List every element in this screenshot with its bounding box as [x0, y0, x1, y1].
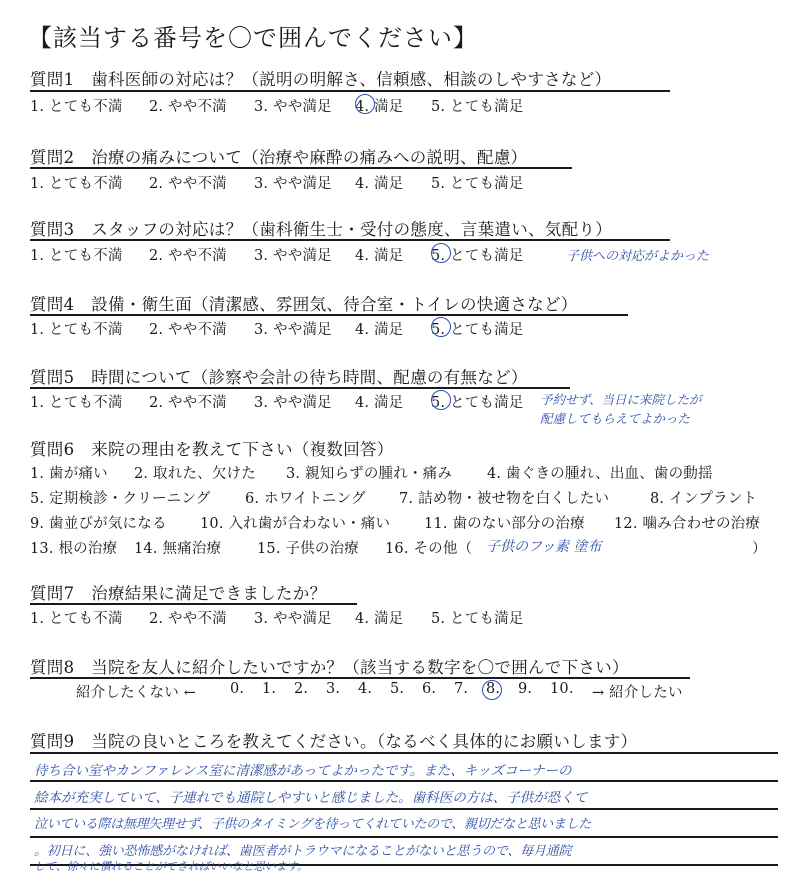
q7-option-1[interactable]: 1. とても不満: [30, 611, 123, 627]
q1-title: 質問1 歯科医師の対応は？（説明の明解さ、信頼感、相談のしやすさなど）: [30, 70, 612, 89]
q2-underline: [30, 167, 572, 169]
q7-title: 質問7 治療結果に満足できましたか？: [30, 584, 327, 603]
q5-option-1[interactable]: 1. とても不満: [30, 395, 123, 411]
form-header: 【該当する番号を〇で囲んでください】: [28, 24, 478, 52]
q6-option-16[interactable]: 16. その他（: [385, 541, 473, 557]
q9-title: 質問9 当院の良いところを教えてください。（なるべく具体的にお願いします）: [30, 732, 638, 751]
q7-option-5[interactable]: 5. とても満足: [431, 611, 524, 627]
q8-scale-1[interactable]: 1.: [262, 681, 277, 697]
q3-selection-circle: [431, 243, 451, 263]
q8-title: 質問8 当院を友人に紹介したいですか？（該当する数字を〇で囲んで下さい）: [30, 658, 629, 677]
q7-underline: [30, 603, 357, 605]
q6-other-close-paren: ）: [752, 541, 767, 557]
q6-option-5[interactable]: 5. 定期検診・クリーニング: [30, 491, 211, 507]
q8-scale-6[interactable]: 6.: [422, 681, 437, 697]
q8-scale-3[interactable]: 3.: [326, 681, 341, 697]
q6-other-text: 子供のフッ素 塗布: [486, 539, 602, 555]
q1-option-2[interactable]: 2. やや不満: [149, 99, 227, 115]
q3-option-1[interactable]: 1. とても不満: [30, 248, 123, 264]
q4-option-1[interactable]: 1. とても不満: [30, 322, 123, 338]
q6-option-2[interactable]: 2. 取れた、欠けた: [134, 466, 256, 482]
q6-option-8[interactable]: 8. インプラント: [650, 491, 758, 507]
q2-option-2[interactable]: 2. やや不満: [149, 176, 227, 192]
q4-option-5[interactable]: 5. とても満足: [431, 322, 524, 338]
q5-option-2[interactable]: 2. やや不満: [149, 395, 227, 411]
q5-option-3[interactable]: 3. やや満足: [254, 395, 332, 411]
q5-title: 質問5 時間について（診察や会計の待ち時間、配慮の有無など）: [30, 368, 528, 387]
q6-row-3: [0, 512, 800, 532]
q3-comment: 子供への対応がよかった: [566, 249, 710, 264]
q6-title: 質問6 来院の理由を教えて下さい（複数回答）: [30, 440, 394, 459]
q7-option-2[interactable]: 2. やや不満: [149, 611, 227, 627]
q8-scale-7[interactable]: 7.: [454, 681, 469, 697]
q8-scale-5[interactable]: 5.: [390, 681, 405, 697]
q1-underline: [30, 90, 670, 92]
q6-option-10[interactable]: 10. 入れ歯が合わない・痛い: [200, 516, 391, 532]
q2-title: 質問2 治療の痛みについて（治療や麻酔の痛みへの説明、配慮）: [30, 148, 528, 167]
q8-selection-circle: [482, 680, 502, 700]
q8-scale-4[interactable]: 4.: [358, 681, 373, 697]
q1-option-1[interactable]: 1. とても不満: [30, 99, 123, 115]
q6-option-6[interactable]: 6. ホワイトニング: [245, 491, 366, 507]
q3-title: 質問3 スタッフの対応は？（歯科衛生士・受付の態度、言葉遣い、気配り）: [30, 220, 612, 239]
q4-title: 質問4 設備・衛生面（清潔感、雰囲気、待合室・トイレの快適さなど）: [30, 295, 578, 314]
q1-options: [0, 95, 800, 115]
q9-answer-line-2: [30, 780, 778, 782]
q3-option-3[interactable]: 3. やや満足: [254, 248, 332, 264]
q6-option-13[interactable]: 13. 根の治療: [30, 541, 118, 557]
q9-answer-text-4: 。初日に、強い恐怖感がなければ、歯医者がトラウマになることがないと思うので、毎月通院: [34, 844, 572, 859]
q6-option-12[interactable]: 12. 噛み合わせの治療: [614, 516, 761, 532]
q5-option-5[interactable]: 5. とても満足: [431, 395, 524, 411]
q4-option-4[interactable]: 4. 満足: [355, 322, 404, 338]
q9-answer-line-4: [30, 836, 778, 838]
q2-option-5[interactable]: 5. とても満足: [431, 176, 524, 192]
q7-option-4[interactable]: 4. 満足: [355, 611, 404, 627]
q3-option-5[interactable]: 5. とても満足: [431, 248, 524, 264]
q9-answer-text-3: 泣いている際は無理矢理せず、子供のタイミングを待ってくれていたので、親切だなと思いました: [34, 817, 591, 832]
q3-underline: [30, 239, 670, 241]
q6-option-1[interactable]: 1. 歯が痛い: [30, 466, 108, 482]
q6-row-1: [0, 462, 800, 482]
q4-option-2[interactable]: 2. やや不満: [149, 322, 227, 338]
q3-option-4[interactable]: 4. 満足: [355, 248, 404, 264]
q5-comment-line1: 予約せず、当日に来院したが: [540, 392, 702, 407]
q4-selection-circle: [431, 317, 451, 337]
q6-option-14[interactable]: 14. 無痛治療: [134, 541, 222, 557]
q6-option-11[interactable]: 11. 歯のない部分の治療: [424, 516, 585, 532]
q2-option-3[interactable]: 3. やや満足: [254, 176, 332, 192]
q9-answer-text-5: して、徐々に慣れることができればいいなと思います。: [34, 860, 308, 873]
q6-row-4: [0, 537, 800, 557]
q8-right-label: → 紹介したい: [592, 685, 683, 701]
q7-options: [0, 607, 800, 627]
q5-comment-line2: 配慮してもらえてよかった: [540, 411, 691, 426]
q6-option-3[interactable]: 3. 親知らずの腫れ・痛み: [286, 466, 453, 482]
q6-option-15[interactable]: 15. 子供の治療: [257, 541, 359, 557]
q5-underline: [30, 387, 570, 389]
q8-underline: [30, 677, 690, 679]
q4-underline: [30, 314, 628, 316]
q6-row-2: [0, 487, 800, 507]
q9-answer-line-3: [30, 808, 778, 810]
q8-left-label: 紹介したくない ←: [76, 685, 197, 701]
q5-selection-circle: [431, 390, 451, 410]
q8-scale-2[interactable]: 2.: [294, 681, 309, 697]
q6-option-4[interactable]: 4. 歯ぐきの腫れ、出血、歯の動揺: [487, 466, 713, 482]
q8-scale-8[interactable]: 8.: [486, 681, 501, 697]
q1-option-5[interactable]: 5. とても満足: [431, 99, 524, 115]
q6-option-9[interactable]: 9. 歯並びが気になる: [30, 516, 167, 532]
q6-option-7[interactable]: 7. 詰め物・被せ物を白くしたい: [399, 491, 610, 507]
q9-answer-text-1: 待ち合い室やカンファレンス室に清潔感があってよかったです。また、キッズコーナーの: [34, 763, 572, 779]
q4-option-3[interactable]: 3. やや満足: [254, 322, 332, 338]
q8-scale-9[interactable]: 9.: [518, 681, 533, 697]
q9-answer-text-2: 絵本が充実していて、子連れでも通院しやすいと感じました。歯科医の方は、子供が恐くて: [34, 790, 588, 806]
q4-options: [0, 318, 800, 338]
q9-answer-line-1: [30, 752, 778, 754]
q8-scale: [0, 681, 800, 701]
q1-selection-circle: [355, 94, 375, 114]
q1-option-3[interactable]: 3. やや満足: [254, 99, 332, 115]
q2-options: [0, 172, 800, 192]
q2-option-4[interactable]: 4. 満足: [355, 176, 404, 192]
q2-option-1[interactable]: 1. とても不満: [30, 176, 123, 192]
q7-option-3[interactable]: 3. やや満足: [254, 611, 332, 627]
q3-option-2[interactable]: 2. やや不満: [149, 248, 227, 264]
q8-scale-0[interactable]: 0.: [230, 681, 245, 697]
q5-option-4[interactable]: 4. 満足: [355, 395, 404, 411]
q1-option-4[interactable]: 4. 満足: [355, 99, 404, 115]
q8-scale-10[interactable]: 10.: [550, 681, 574, 697]
